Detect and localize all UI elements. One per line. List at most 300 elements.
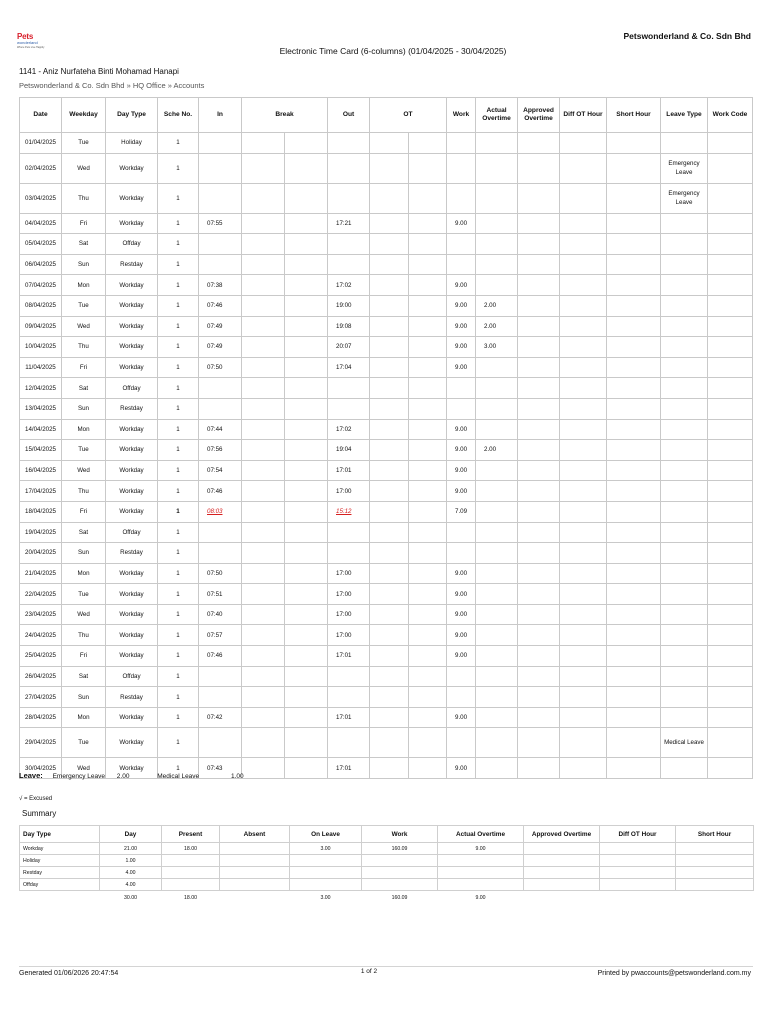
cell-approved-overtime (518, 234, 560, 255)
cell-out (328, 295, 370, 316)
cell-actual-overtime (476, 646, 518, 667)
page-number: 1 of 2 (360, 968, 378, 975)
cell-ot-end (409, 625, 447, 646)
cell-ot-start (370, 584, 409, 605)
cell-leave-type (661, 275, 708, 296)
cell-ot-end (409, 584, 447, 605)
summary-cell (162, 879, 220, 891)
cell-out (328, 153, 370, 183)
cell-work-code (708, 707, 753, 728)
cell-weekday: Thu (62, 625, 106, 646)
cell-short-hour (607, 254, 661, 275)
cell-approved-overtime (518, 646, 560, 667)
cell-approved-overtime (518, 316, 560, 337)
cell-work: 9.00 (447, 213, 476, 234)
cell-break-end (285, 481, 328, 502)
cell-out (328, 234, 370, 255)
summary-header-cell: Approved Overtime (524, 826, 600, 843)
summary-cell: Workday (20, 843, 100, 855)
cell-break-start (242, 295, 285, 316)
cell-weekday: Sun (62, 687, 106, 708)
cell-out (328, 254, 370, 275)
cell-approved-overtime (518, 604, 560, 625)
cell-work-code (708, 419, 753, 440)
cell-sche-no: 1 (158, 183, 199, 213)
cell-sche-no: 1 (158, 707, 199, 728)
cell-leave-type (661, 316, 708, 337)
summary-cell: 9.00 (438, 843, 524, 855)
cell-short-hour (607, 501, 661, 522)
cell-work-code (708, 337, 753, 358)
cell-break-start (242, 563, 285, 584)
cell-work (447, 522, 476, 543)
cell-leave-type: Emergency Leave (661, 183, 708, 213)
table-row (20, 440, 753, 461)
cell-diff-ot-hour (560, 758, 607, 779)
cell-in (199, 183, 242, 213)
cell-break-start (242, 419, 285, 440)
cell-break-end (285, 440, 328, 461)
cell-in (199, 254, 242, 275)
time-in-value: 07:46 (207, 652, 223, 660)
time-in-value: 07:40 (207, 611, 223, 619)
cell-in (199, 275, 242, 296)
cell-day-type: Offday (106, 234, 158, 255)
cell-break-end (285, 460, 328, 481)
leave-item-value: 2.00 (116, 773, 130, 780)
generated-timestamp: Generated 01/06/2026 20:47:54 (19, 970, 119, 977)
cell-weekday: Wed (62, 316, 106, 337)
time-in-value: 07:38 (207, 281, 223, 289)
cell-short-hour (607, 481, 661, 502)
header-out: Out (328, 98, 370, 133)
cell-day-type: Workday (106, 625, 158, 646)
cell-weekday: Tue (62, 440, 106, 461)
cell-date: 29/04/2025 (20, 728, 62, 758)
cell-ot-end (409, 460, 447, 481)
cell-leave-type (661, 378, 708, 399)
cell-ot-end (409, 357, 447, 378)
cell-weekday: Mon (62, 419, 106, 440)
cell-ot-end (409, 666, 447, 687)
cell-date: 07/04/2025 (20, 275, 62, 296)
leave-label: Leave: (19, 771, 43, 780)
printed-by: Printed by pwaccounts@petswonderland.com.my (597, 970, 751, 977)
time-in-value: 07:50 (207, 569, 223, 577)
cell-weekday: Wed (62, 604, 106, 625)
cell-short-hour (607, 153, 661, 183)
time-out-value: 17:01 (336, 652, 352, 660)
cell-in (199, 357, 242, 378)
cell-date: 02/04/2025 (20, 153, 62, 183)
cell-sche-no: 1 (158, 687, 199, 708)
cell-approved-overtime (518, 133, 560, 154)
summary-cell (524, 843, 600, 855)
cell-work-code (708, 604, 753, 625)
cell-out (328, 460, 370, 481)
time-in-value: 07:46 (207, 302, 223, 310)
table-row (20, 153, 753, 183)
cell-diff-ot-hour (560, 337, 607, 358)
summary-cell: Holiday (20, 855, 100, 867)
time-in-value: 08:03 (207, 508, 223, 516)
summary-cell (362, 855, 438, 867)
time-out-value: 17:01 (336, 714, 352, 722)
table-row (20, 337, 753, 358)
cell-date: 05/04/2025 (20, 234, 62, 255)
table-row (20, 295, 753, 316)
table-row (20, 625, 753, 646)
cell-in (199, 707, 242, 728)
cell-ot-end (409, 543, 447, 564)
header-leave-type: Leave Type (661, 98, 708, 133)
cell-actual-overtime (476, 666, 518, 687)
cell-ot-end (409, 153, 447, 183)
summary-cell (676, 855, 754, 867)
cell-actual-overtime (476, 501, 518, 522)
cell-leave-type (661, 295, 708, 316)
time-in-value: 07:44 (207, 425, 223, 433)
cell-work-code (708, 316, 753, 337)
time-in-value: 07:55 (207, 219, 223, 227)
cell-in (199, 604, 242, 625)
cell-work-code (708, 234, 753, 255)
cell-ot-end (409, 758, 447, 779)
summary-cell (220, 867, 290, 879)
cell-ot-start (370, 213, 409, 234)
cell-actual-overtime (476, 728, 518, 758)
cell-day-type: Workday (106, 563, 158, 584)
cell-day-type: Restday (106, 687, 158, 708)
cell-leave-type (661, 337, 708, 358)
cell-weekday: Fri (62, 501, 106, 522)
cell-in (199, 316, 242, 337)
cell-work: 9.00 (447, 275, 476, 296)
cell-approved-overtime (518, 153, 560, 183)
cell-in (199, 378, 242, 399)
cell-weekday: Thu (62, 337, 106, 358)
cell-date: 15/04/2025 (20, 440, 62, 461)
cell-work: 9.00 (447, 758, 476, 779)
cell-date: 16/04/2025 (20, 460, 62, 481)
cell-out (328, 625, 370, 646)
cell-approved-overtime (518, 254, 560, 275)
header-break: Break (242, 98, 328, 133)
cell-break-end (285, 398, 328, 419)
cell-work-code (708, 440, 753, 461)
logo-brand: Pets (17, 32, 34, 41)
table-row (20, 357, 753, 378)
time-out-value: 19:04 (336, 446, 352, 454)
time-out-value: 17:00 (336, 590, 352, 598)
table-row (20, 604, 753, 625)
cell-out (328, 316, 370, 337)
cell-weekday: Tue (62, 133, 106, 154)
time-out-value: 19:08 (336, 322, 352, 330)
cell-diff-ot-hour (560, 625, 607, 646)
cell-work-code (708, 378, 753, 399)
time-in-value: 07:50 (207, 364, 223, 372)
cell-diff-ot-hour (560, 275, 607, 296)
cell-date: 06/04/2025 (20, 254, 62, 275)
cell-ot-end (409, 707, 447, 728)
summary-cell (362, 879, 438, 891)
cell-break-start (242, 625, 285, 646)
cell-work-code (708, 625, 753, 646)
cell-in (199, 584, 242, 605)
summary-cell (290, 879, 362, 891)
cell-weekday: Sat (62, 378, 106, 399)
cell-approved-overtime (518, 183, 560, 213)
time-out-value: 17:01 (336, 467, 352, 475)
cell-approved-overtime (518, 687, 560, 708)
cell-break-end (285, 604, 328, 625)
summary-cell (362, 867, 438, 879)
cell-in (199, 501, 242, 522)
header-weekday: Weekday (62, 98, 106, 133)
table-row (20, 133, 753, 154)
summary-cell (600, 855, 676, 867)
cell-in (199, 625, 242, 646)
cell-day-type: Workday (106, 153, 158, 183)
cell-in (199, 481, 242, 502)
cell-actual-overtime (476, 625, 518, 646)
cell-diff-ot-hour (560, 646, 607, 667)
time-card-table (19, 97, 753, 779)
cell-diff-ot-hour (560, 666, 607, 687)
cell-work-code (708, 687, 753, 708)
table-row (20, 687, 753, 708)
cell-ot-start (370, 378, 409, 399)
cell-actual-overtime (476, 522, 518, 543)
summary-cell: 4.00 (100, 879, 162, 891)
cell-day-type: Workday (106, 460, 158, 481)
cell-break-end (285, 183, 328, 213)
table-row (20, 646, 753, 667)
cell-date: 28/04/2025 (20, 707, 62, 728)
cell-sche-no: 1 (158, 522, 199, 543)
footer-divider (19, 966, 753, 967)
cell-work (447, 543, 476, 564)
summary-cell (220, 843, 290, 855)
cell-in (199, 522, 242, 543)
summary-cell: Restday (20, 867, 100, 879)
summary-cell (676, 879, 754, 891)
cell-day-type: Restday (106, 254, 158, 275)
cell-break-end (285, 295, 328, 316)
cell-weekday: Fri (62, 213, 106, 234)
cell-break-start (242, 213, 285, 234)
cell-actual-overtime (476, 153, 518, 183)
cell-break-end (285, 357, 328, 378)
summary-total-cell (220, 891, 290, 905)
cell-sche-no: 1 (158, 460, 199, 481)
cell-sche-no: 1 (158, 666, 199, 687)
cell-ot-start (370, 419, 409, 440)
cell-sche-no: 1 (158, 728, 199, 758)
cell-date: 20/04/2025 (20, 543, 62, 564)
cell-break-end (285, 728, 328, 758)
cell-ot-end (409, 183, 447, 213)
cell-sche-no: 1 (158, 213, 199, 234)
header-short-hour: Short Hour (607, 98, 661, 133)
cell-out (328, 584, 370, 605)
summary-row (20, 879, 754, 891)
table-row (20, 254, 753, 275)
cell-short-hour (607, 646, 661, 667)
summary-header-cell: Diff OT Hour (600, 826, 676, 843)
time-out-value: 15:12 (336, 508, 352, 516)
cell-actual-overtime (476, 460, 518, 481)
time-out-value: 17:02 (336, 281, 352, 289)
time-in-value: 07:54 (207, 467, 223, 475)
cell-day-type: Workday (106, 646, 158, 667)
summary-table (19, 825, 754, 905)
cell-work: 9.00 (447, 419, 476, 440)
cell-ot-end (409, 295, 447, 316)
cell-weekday: Mon (62, 563, 106, 584)
cell-work-code (708, 213, 753, 234)
summary-row (20, 843, 754, 855)
cell-break-start (242, 522, 285, 543)
cell-sche-no: 1 (158, 153, 199, 183)
summary-cell (600, 879, 676, 891)
cell-approved-overtime (518, 440, 560, 461)
cell-out (328, 337, 370, 358)
summary-total-cell (20, 891, 100, 905)
cell-out (328, 501, 370, 522)
cell-ot-start (370, 481, 409, 502)
cell-actual-overtime (476, 183, 518, 213)
cell-day-type: Workday (106, 337, 158, 358)
cell-weekday: Sun (62, 398, 106, 419)
cell-sche-no: 1 (158, 378, 199, 399)
excused-legend: √ = Excused (19, 796, 53, 802)
summary-header-cell: Day Type (20, 826, 100, 843)
cell-out (328, 604, 370, 625)
cell-approved-overtime (518, 357, 560, 378)
cell-short-hour (607, 625, 661, 646)
cell-ot-end (409, 604, 447, 625)
cell-work-code (708, 758, 753, 779)
summary-body (20, 843, 754, 905)
cell-work (447, 728, 476, 758)
header-sche-no: Sche No. (158, 98, 199, 133)
summary-cell (600, 843, 676, 855)
cell-short-hour (607, 183, 661, 213)
employee-name: 1141 - Aniz Nurfateha Binti Mohamad Hanapi (19, 67, 179, 76)
cell-day-type: Workday (106, 275, 158, 296)
cell-weekday: Fri (62, 357, 106, 378)
table-row (20, 275, 753, 296)
cell-actual-overtime (476, 481, 518, 502)
cell-diff-ot-hour (560, 254, 607, 275)
cell-out (328, 707, 370, 728)
header-in: In (199, 98, 242, 133)
cell-in (199, 234, 242, 255)
table-row (20, 481, 753, 502)
table-row (20, 707, 753, 728)
cell-in (199, 646, 242, 667)
cell-leave-type (661, 234, 708, 255)
cell-in (199, 213, 242, 234)
table-row (20, 543, 753, 564)
cell-actual-overtime (476, 707, 518, 728)
cell-leave-type (661, 758, 708, 779)
time-out-value: 17:04 (336, 364, 352, 372)
cell-leave-type (661, 522, 708, 543)
cell-work (447, 183, 476, 213)
cell-sche-no: 1 (158, 133, 199, 154)
cell-out (328, 728, 370, 758)
cell-ot-start (370, 522, 409, 543)
cell-diff-ot-hour (560, 419, 607, 440)
cell-out (328, 133, 370, 154)
cell-work: 9.00 (447, 707, 476, 728)
cell-actual-overtime: 2.00 (476, 440, 518, 461)
cell-actual-overtime (476, 584, 518, 605)
cell-work: 9.00 (447, 584, 476, 605)
cell-work: 9.00 (447, 563, 476, 584)
cell-leave-type (661, 133, 708, 154)
cell-leave-type (661, 481, 708, 502)
cell-approved-overtime (518, 295, 560, 316)
cell-ot-start (370, 687, 409, 708)
cell-day-type: Offday (106, 522, 158, 543)
summary-cell (438, 867, 524, 879)
summary-cell (220, 855, 290, 867)
cell-leave-type (661, 604, 708, 625)
cell-sche-no: 1 (158, 254, 199, 275)
cell-weekday: Sat (62, 522, 106, 543)
report-title: Electronic Time Card (6-columns) (01/04/2025 - 30/04/2025) (279, 46, 507, 56)
summary-cell: 18.00 (162, 843, 220, 855)
cell-day-type: Holiday (106, 133, 158, 154)
cell-date: 30/04/2025 (20, 758, 62, 779)
cell-actual-overtime (476, 687, 518, 708)
cell-leave-type (661, 563, 708, 584)
cell-approved-overtime (518, 460, 560, 481)
cell-ot-end (409, 316, 447, 337)
cell-work: 9.00 (447, 357, 476, 378)
cell-short-hour (607, 357, 661, 378)
cell-break-start (242, 666, 285, 687)
cell-ot-end (409, 563, 447, 584)
summary-total-row (20, 891, 754, 905)
cell-date: 12/04/2025 (20, 378, 62, 399)
time-in-value: 07:49 (207, 322, 223, 330)
cell-diff-ot-hour (560, 687, 607, 708)
cell-leave-type (661, 254, 708, 275)
time-out-value: 17:01 (336, 764, 352, 772)
summary-header-cell: On Leave (290, 826, 362, 843)
cell-short-hour (607, 337, 661, 358)
cell-approved-overtime (518, 625, 560, 646)
cell-work: 9.00 (447, 316, 476, 337)
cell-sche-no: 1 (158, 275, 199, 296)
cell-break-start (242, 378, 285, 399)
table-row (20, 213, 753, 234)
cell-ot-end (409, 275, 447, 296)
summary-cell: 3.00 (290, 843, 362, 855)
cell-leave-type (661, 440, 708, 461)
cell-leave-type (661, 213, 708, 234)
summary-total-cell (676, 891, 754, 905)
cell-diff-ot-hour (560, 153, 607, 183)
cell-sche-no: 1 (158, 481, 199, 502)
summary-header-cell: Work (362, 826, 438, 843)
cell-diff-ot-hour (560, 295, 607, 316)
